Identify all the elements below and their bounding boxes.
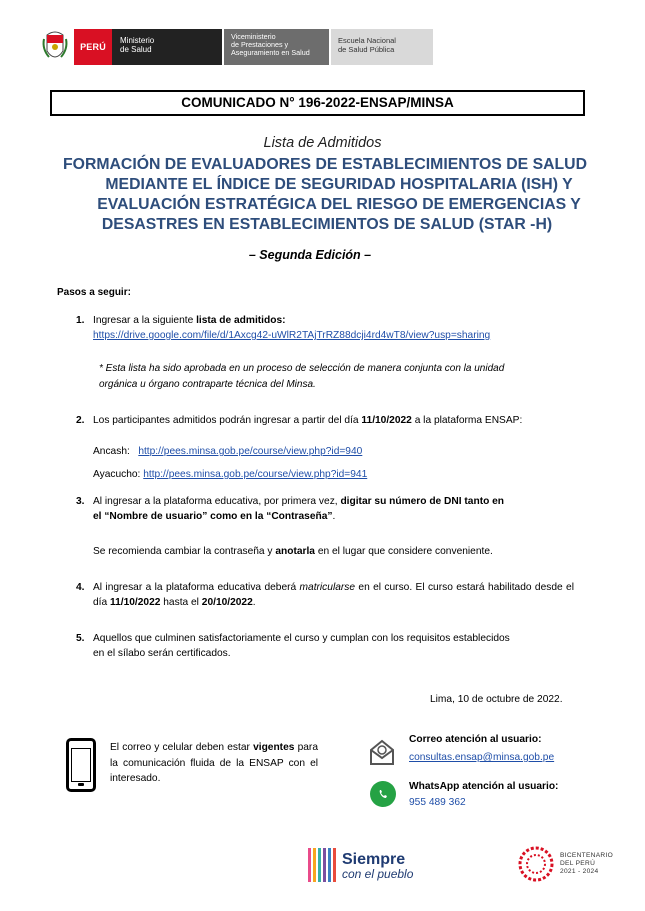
ministerio-block: Ministerio de Salud (112, 29, 222, 65)
coat-of-arms-icon (40, 29, 70, 65)
email-link[interactable]: consultas.ensap@minsa.gob.pe (409, 752, 555, 763)
comunicado-title: COMUNICADO N° 196-2022-ENSAP/MINSA (50, 90, 585, 116)
whatsapp-number: 955 489 362 (409, 797, 466, 808)
steps-heading: Pasos a seguir: (57, 287, 131, 298)
ayacucho-course-link[interactable]: http://pees.minsa.gob.pe/course/view.php?id=941 (143, 469, 368, 480)
approval-note: * Esta lista ha sido aprobada en un proceso de selección de manera conjunta con la unidad orgánica u órgano contraparte técnica del Minsa. (99, 363, 505, 390)
edition-label: – Segunda Edición – (248, 248, 372, 262)
contact-notice: El correo y celular deben estar vigentes para la comunicación fluida de la ENSAP con el interesado. (110, 742, 318, 784)
step-5: 5. Aquellos que culminen satisfactoriamente el curso y cumplan con los requisitos establecidos en el sílabo serán certificados. (76, 633, 510, 659)
siempre-con-el-pueblo-logo: Siempre con el pueblo (308, 845, 413, 885)
step-1: 1. Ingresar a la siguiente lista de admitidos: https://drive.google.com/file/d/1Axcg42-uWlR2TAjTrRZ88dcji4rd4wT8/view?usp=sharing (76, 315, 491, 341)
mobile-phone-icon (66, 738, 96, 792)
whatsapp-icon (370, 781, 396, 807)
admitidos-list-link[interactable]: https://drive.google.com/file/d/1Axcg42-uWlR2TAjTrRZ88dcji4rd4wT8/view?usp=sharing (93, 330, 491, 341)
password-recommendation: Se recomienda cambiar la contraseña y anotarla en el lugar que considere conveniente. (93, 546, 493, 557)
email-icon (368, 738, 396, 766)
step-4: 4. Al ingresar a la plataforma educativa deberá matricularse en el curso. El curso estará habilitado desde el día 11/10/2022 hasta el 20/10/2022. (76, 582, 574, 608)
bicentenario-logo: BICENTENARIO DEL PERÚ 2021 - 2024 (517, 845, 613, 883)
document-date: Lima, 10 de octubre de 2022. (430, 694, 563, 705)
logo-bars-icon (308, 848, 336, 882)
course-title: FORMACIÓN DE EVALUADORES DE ESTABLECIMIENTOS DE SALUD MEDIANTE EL ÍNDICE DE SEGURIDAD HOSPITALARIA (ISH) Y EVALUACIÓN ESTRATÉGICA DEL RIESGO DE EMERGENCIAS Y DESASTRES EN ESTABLECIMIENTOS DE SALUD (STAR -H) (63, 156, 587, 233)
subtitle: Lista de Admitidos (263, 135, 382, 151)
email-label: Correo atención al usuario: (409, 734, 542, 745)
ayacucho-row: Ayacucho: http://pees.minsa.gob.pe/course/view.php?id=941 (93, 469, 368, 480)
step-2: 2. Los participantes admitidos podrán ingresar a partir del día 11/10/2022 a la plataforma ENSAP: (76, 415, 523, 426)
ancash-course-link[interactable]: http://pees.minsa.gob.pe/course/view.php?id=940 (138, 446, 363, 457)
step-3: 3. Al ingresar a la plataforma educativa, por primera vez, digitar su número de DNI tanto en el “Nombre de usuario” como en la “Contraseña”. (76, 496, 505, 522)
bicentenario-emblem-icon (517, 845, 555, 883)
viceministerio-block: Viceministerio de Prestaciones y Aseguramiento en Salud (224, 29, 329, 65)
escuela-block: Escuela Nacional de Salud Pública (331, 29, 433, 65)
whatsapp-label: WhatsApp atención al usuario: (409, 781, 559, 792)
header-logos (40, 29, 433, 65)
peru-logo-block: PERÚ (74, 29, 112, 65)
ancash-row: Ancash: http://pees.minsa.gob.pe/course/view.php?id=940 (93, 446, 363, 457)
